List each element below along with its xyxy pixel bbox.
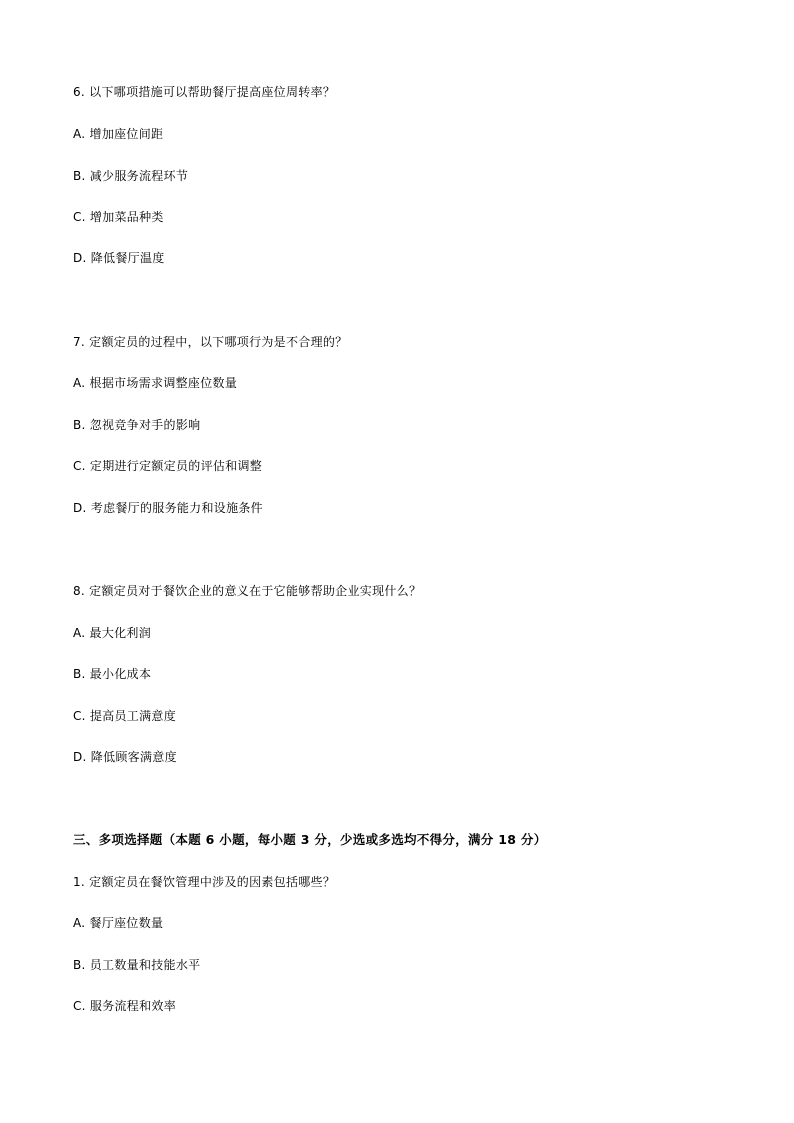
question-6-option-d: D. 降低餐厅温度 bbox=[73, 251, 165, 265]
multi-question-1-stem: 1. 定额定员在餐饮管理中涉及的因素包括哪些？ bbox=[73, 875, 336, 889]
question-6-stem: 6. 以下哪项措施可以帮助餐厅提高座位周转率？ bbox=[73, 85, 336, 99]
question-8-option-b: B. 最小化成本 bbox=[73, 667, 152, 681]
question-8-option-a: A. 最大化利润 bbox=[73, 626, 152, 640]
multi-question-1-option-b: B. 员工数量和技能水平 bbox=[73, 958, 201, 972]
multi-question-1-option-a: A. 餐厅座位数量 bbox=[73, 916, 164, 930]
question-6-option-c: C. 增加菜品种类 bbox=[73, 210, 164, 224]
question-8-stem: 8. 定额定员对于餐饮企业的意义在于它能够帮助企业实现什么？ bbox=[73, 584, 422, 598]
question-7-option-a: A. 根据市场需求调整座位数量 bbox=[73, 376, 238, 390]
section-heading-multiple-choice: 三、多项选择题（本题 6 小题，每小题 3 分，少选或多选均不得分，满分 18 分） bbox=[73, 832, 547, 847]
multi-question-1-option-c: C. 服务流程和效率 bbox=[73, 999, 177, 1013]
question-7-option-b: B. 忽视竞争对手的影响 bbox=[73, 418, 201, 432]
question-6-option-b: B. 减少服务流程环节 bbox=[73, 169, 189, 183]
question-7-option-d: D. 考虑餐厅的服务能力和设施条件 bbox=[73, 501, 263, 515]
question-6-option-a: A. 增加座位间距 bbox=[73, 127, 164, 141]
question-8-option-c: C. 提高员工满意度 bbox=[73, 709, 177, 723]
question-7-stem: 7. 定额定员的过程中，以下哪项行为是不合理的？ bbox=[73, 335, 348, 349]
question-7-option-c: C. 定期进行定额定员的评估和调整 bbox=[73, 459, 263, 473]
question-8-option-d: D. 降低顾客满意度 bbox=[73, 750, 177, 764]
